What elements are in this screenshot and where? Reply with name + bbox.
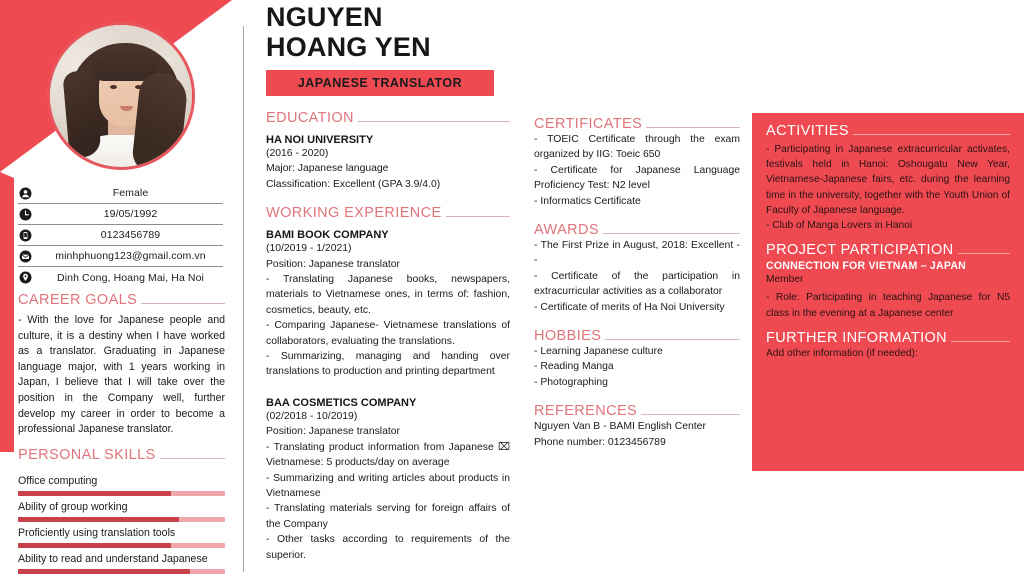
career-goals-text: - With the love for Japanese people and culture, it is a destiny when I have worked as a translator. Graduating in Japanese language major, with 1 years working in Japan, I believe that I will take over the position in the Company well, further develop my career in order to become a professional Japanese translator.: [18, 314, 225, 436]
column-divider: [243, 26, 244, 572]
job-position: Position: Japanese translator: [266, 426, 401, 438]
section-heading-career-goals: [18, 292, 225, 308]
skill-item: [18, 524, 225, 548]
job-position: Position: Japanese translator: [266, 258, 401, 270]
section-heading-label: CERTIFICATES: [534, 116, 643, 132]
job-duty: - Other tasks according to requirements of the superior.: [266, 534, 510, 561]
job-period: (02/2018 - 10/2019): [266, 410, 358, 422]
section-heading-further-information: [766, 330, 1010, 346]
section-heading-hobbies: [534, 328, 740, 344]
activity-item: - Participating in Japanese extracurricular activates, festivals held in Hanoi: Oshougatu New Year, Vietnamese-Japanese fairs, etc. during the learning time in the university, together with the Youth Union of Faculty of Japanese language.: [766, 144, 1010, 216]
heading-rule: [605, 339, 740, 340]
skill-list: [18, 472, 225, 574]
role-badge: JAPANESE TRANSLATOR: [266, 70, 494, 96]
skill-bar-fill: [18, 543, 171, 548]
certificate-item: - TOEIC Certificate through the exam organized by IIG: Toeic 650: [534, 134, 740, 161]
phone-icon: [18, 228, 32, 242]
heading-rule: [141, 303, 225, 304]
education-years: (2016 - 2020): [266, 148, 329, 159]
job-company: BAMI BOOK COMPANY: [266, 229, 389, 242]
avatar-photo: [50, 25, 192, 167]
skill-bar: [18, 517, 225, 522]
section-heading-label: PERSONAL SKILLS: [18, 446, 156, 463]
further-information-text: Add other information (if needed):: [766, 347, 918, 359]
section-heading-label: HOBBIES: [534, 328, 602, 345]
section-heading-working-experience: [266, 205, 510, 221]
hobby-item: - Learning Japanese culture: [534, 346, 663, 358]
section-heading-label: CAREER GOALS: [18, 292, 138, 308]
person-icon: [18, 186, 32, 200]
skill-bar-fill: [18, 569, 190, 574]
section-heading-education: [266, 110, 510, 126]
award-item: - The First Prize in August, 2018: Excellent - -: [534, 240, 740, 267]
skill-item: [18, 472, 225, 496]
skill-label: Office computing: [18, 474, 98, 487]
contact-row-address: [18, 267, 223, 288]
clock-icon: [18, 207, 32, 221]
job-entry: [266, 229, 510, 380]
job-duty: - Summarizing, managing and handing over translations to production and printing department: [266, 351, 510, 378]
job-company: BAA COSMETICS COMPANY: [266, 396, 417, 409]
page-title-line2: HOANG YEN: [266, 32, 431, 62]
section-heading-awards: [534, 222, 740, 238]
contact-list: [18, 183, 223, 288]
activity-item: - Club of Manga Lovers in Hanoi: [766, 220, 913, 232]
reference-name: Nguyen Van B - BAMI English Center: [534, 421, 706, 433]
contact-row-gender: [18, 183, 223, 204]
hobby-item: - Reading Manga: [534, 361, 614, 373]
skill-item: [18, 498, 225, 522]
skill-bar-fill: [18, 517, 179, 522]
job-entry: [266, 397, 510, 563]
contact-row-birthdate: [18, 204, 223, 225]
section-heading-label: ACTIVITIES: [766, 123, 849, 139]
avatar: [47, 22, 195, 170]
contact-row-email: [18, 246, 223, 267]
skill-bar-fill: [18, 491, 171, 496]
section-heading-label: FURTHER INFORMATION: [766, 329, 948, 346]
section-heading-certificates: [534, 116, 740, 132]
education-major: Major: Japanese language: [266, 163, 389, 175]
heading-rule: [646, 127, 740, 128]
location-pin-icon: [18, 271, 32, 285]
job-duty: - Comparing Japanese- Vietnamese translations of collaborators, evaluating the translations.: [266, 320, 510, 347]
job-duty: - Translating materials serving for foreign affairs of the Company: [266, 503, 510, 530]
heading-rule: [603, 233, 740, 234]
skill-label: Proficiently using translation tools: [18, 526, 176, 539]
section-heading-activities: [766, 123, 1010, 139]
heading-rule: [160, 458, 225, 459]
section-heading-label: WORKING EXPERIENCE: [266, 205, 442, 222]
skill-item: [18, 550, 225, 574]
certificate-item: - Certificate for Japanese Language Proficiency Test: N2 level: [534, 164, 740, 192]
section-heading-project-participation: [766, 242, 1010, 258]
skill-label: Ability of group working: [18, 500, 128, 513]
job-period: (10/2019 - 1/2021): [266, 243, 352, 255]
heading-rule: [641, 414, 740, 415]
heading-rule: [958, 253, 1010, 254]
project-role-word: Member: [766, 274, 804, 286]
job-duty: - Summarizing and writing articles about products in Vietnamese: [266, 472, 510, 499]
contact-value: minhphuong123@gmail.com.vn: [55, 250, 206, 262]
contact-value: Female: [112, 187, 149, 199]
skill-bar: [18, 569, 225, 574]
contact-row-phone: [18, 225, 223, 246]
left-column: [18, 292, 225, 576]
skill-bar: [18, 543, 225, 548]
heading-rule: [951, 341, 1010, 342]
hobby-item: - Photographing: [534, 376, 608, 388]
envelope-icon: [18, 249, 32, 263]
project-name: CONNECTION FOR VIETNAM – JAPAN: [766, 260, 967, 273]
project-detail: - Role: Participating in teaching Japanese for N5 class in the evening at a Japanese center: [766, 292, 1010, 319]
section-heading-references: [534, 403, 740, 419]
education-school: HA NOI UNIVERSITY: [266, 134, 374, 146]
third-column: [534, 116, 740, 450]
reference-phone: Phone number: 0123456789: [534, 436, 666, 448]
education-classification: Classification: Excellent (GPA 3.9/4.0): [266, 178, 441, 190]
job-duty: - Translating product information from Japanese ⌧ Vietnamese: 5 products/day on average: [266, 441, 510, 469]
certificate-item: - Informatics Certificate: [534, 195, 641, 207]
contact-value: 19/05/1992: [103, 208, 158, 220]
heading-rule: [358, 121, 510, 122]
page-title-line1: NGUYEN: [266, 2, 383, 32]
job-duty: - Translating Japanese books, newspapers, materials to Vietnamese ones, in terms of: fashion, cosmetics, beauty, etc.: [266, 274, 510, 316]
middle-column: [266, 110, 510, 563]
award-item: - Certificate of merits of Ha Noi University: [534, 301, 725, 313]
skill-bar: [18, 491, 225, 496]
right-red-panel: [752, 113, 1024, 471]
contact-value: Dinh Cong, Hoang Mai, Ha Noi: [57, 271, 204, 284]
heading-rule: [853, 134, 1010, 135]
contact-value: 0123456789: [100, 229, 161, 241]
skill-label: Ability to read and understand Japanese: [18, 552, 208, 565]
section-heading-label: AWARDS: [534, 222, 599, 239]
section-heading-personal-skills: [18, 447, 225, 463]
section-heading-label: EDUCATION: [266, 110, 354, 126]
heading-rule: [446, 216, 510, 217]
award-item: - Certificate of the participation in extracurricular activities as a collaborator: [534, 270, 740, 298]
name-block: [266, 2, 494, 96]
section-heading-label: PROJECT PARTICIPATION: [766, 242, 954, 259]
section-heading-label: REFERENCES: [534, 403, 638, 420]
